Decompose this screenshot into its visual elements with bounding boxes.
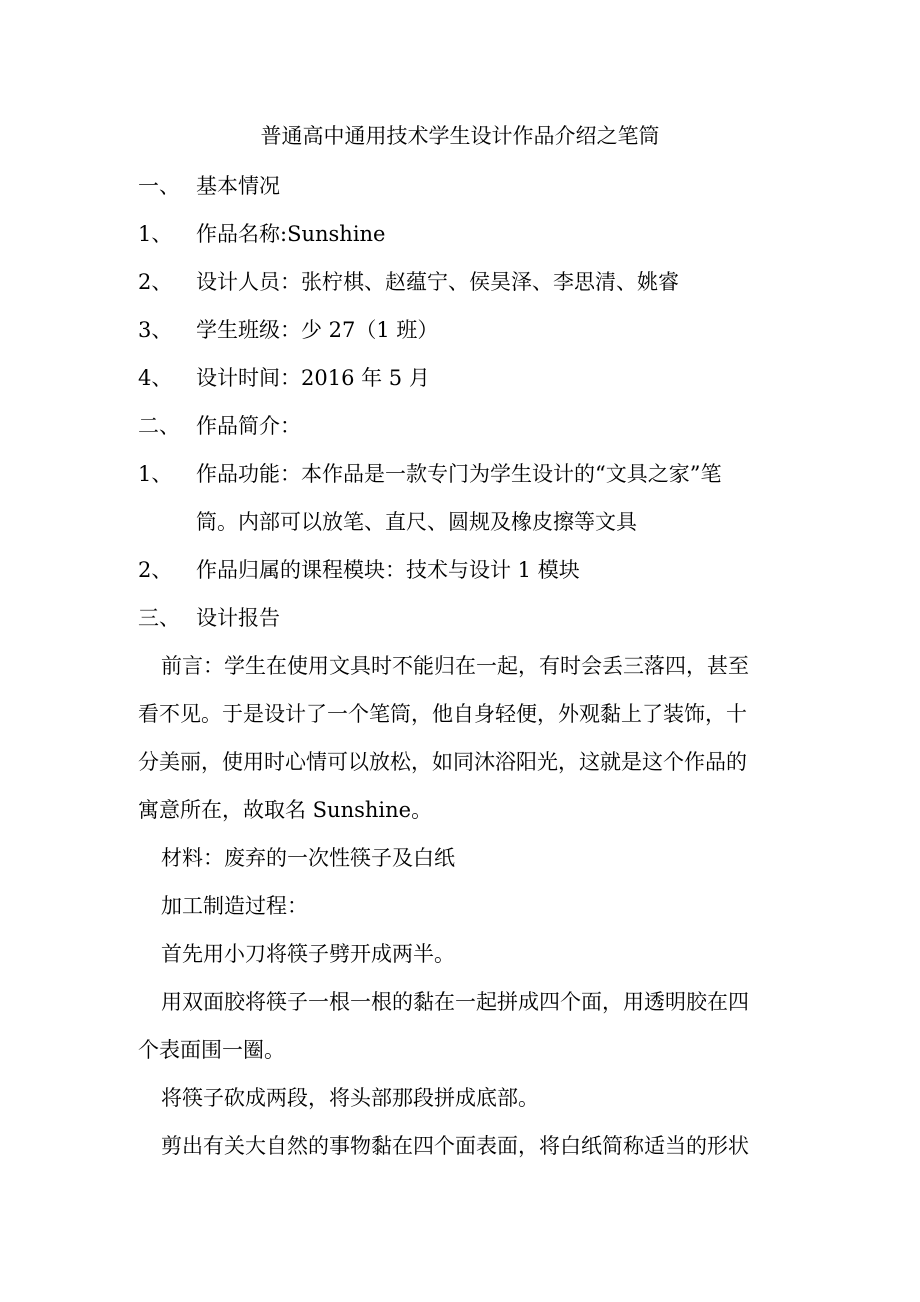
section-number: 三、 [138,606,180,630]
item-text: 学生班级：少 27（1 班） [196,318,439,342]
process-step: 将筷子砍成两段，将头部那段拼成底部。 [161,1086,539,1110]
item-text: 作品功能：本作品是一款专门为学生设计的“文具之家”笔 [196,462,722,486]
section-number: 二、 [138,414,180,438]
section-title: 作品简介： [196,414,301,438]
item-text-continuation: 筒。内部可以放笔、直尺、圆规及橡皮擦等文具 [196,510,637,534]
preface-line: 看不见。于是设计了一个笔筒，他自身轻便，外观黏上了装饰，十 [138,702,747,726]
item-text: 设计人员：张柠棋、赵蕴宁、侯昊泽、李思清、姚睿 [196,270,679,294]
item-number: 1、 [138,462,173,486]
item-text: 作品名称:Sunshine [196,222,386,246]
preface-line: 分美丽，使用时心情可以放松，如同沐浴阳光，这就是这个作品的 [138,750,747,774]
item-number: 2、 [138,558,173,582]
process-step: 剪出有关大自然的事物黏在四个面表面，将白纸简称适当的形状 [161,1134,749,1158]
process-step-continuation: 个表面围一圈。 [138,1038,285,1062]
materials-line: 材料：废弃的一次性筷子及白纸 [161,846,455,870]
item-number: 3、 [138,318,173,342]
item-number: 1、 [138,222,173,246]
process-step: 用双面胶将筷子一根一根的黏在一起拼成四个面，用透明胶在四 [161,990,749,1014]
section-title: 设计报告 [196,606,280,630]
item-text: 作品归属的课程模块：技术与设计 1 模块 [196,558,580,582]
preface-line: 寓意所在，故取名 Sunshine。 [138,798,433,822]
section-title: 基本情况 [196,174,280,198]
document-title: 普通高中通用技术学生设计作品介绍之笔筒 [260,124,660,148]
item-text: 设计时间：2016 年 5 月 [196,366,430,390]
process-heading: 加工制造过程： [161,894,308,918]
section-number: 一、 [138,174,180,198]
preface-line: 前言：学生在使用文具时不能归在一起，有时会丢三落四，甚至 [161,654,749,678]
item-number: 2、 [138,270,173,294]
item-number: 4、 [138,366,173,390]
process-step: 首先用小刀将筷子劈开成两半。 [161,942,455,966]
